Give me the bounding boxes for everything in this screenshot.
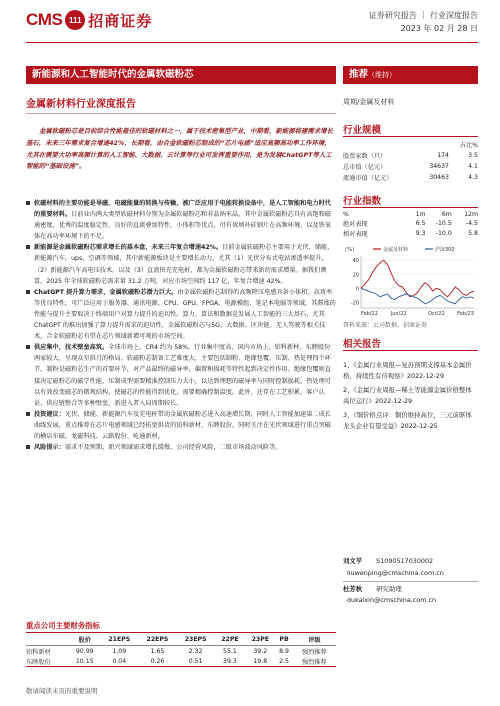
perf-row — [343, 228, 478, 238]
perf-label: 绝对表现 — [343, 220, 368, 228]
chart-unit-label: (%) — [345, 247, 355, 253]
key-points — [26, 198, 336, 453]
perf-value: 6.5 — [415, 219, 426, 227]
analyst-name: 刘文平 — [343, 557, 363, 565]
scale-value: 174 — [437, 152, 449, 159]
scale-pct: 4.1 — [468, 163, 478, 170]
perf-header-cell: 1m — [415, 210, 426, 218]
report-title: 新能源和人工智能时代的金属软磁粉芯 — [26, 66, 336, 84]
industry-index-heading: 行业指数 — [343, 196, 382, 207]
y-tick-label: 20 — [352, 272, 359, 279]
bullet-item — [26, 442, 336, 453]
analyst-id: 研究助理 — [376, 584, 402, 593]
perf-header-cell: 12m — [464, 210, 478, 218]
related-report-item: 1、《金属行业周报—复苏预期支撑基本金属价格，持续性有待观察》2022-12-29 — [343, 361, 472, 380]
bullet-text: 需求不及预期、新兴领域需求增长缓慢，公司经营风险，二级市场波动风险等。 — [64, 444, 282, 452]
financial-table — [26, 634, 336, 666]
scale-col-header: 占比% — [459, 142, 478, 149]
scale-row — [343, 161, 478, 172]
related-report-item: 3、《铜价格点评：铜价维持高位，三元前驱体龙头企业有望受益》2022-12-25 — [343, 411, 472, 430]
scale-pct: 3.5 — [468, 152, 478, 159]
perf-value: -4.5 — [465, 219, 478, 227]
bullet-text: 目前业内两大类型软磁材料分别为金属软磁粉芯和非晶纳米晶，其中金属软磁粉芯具有高饱和磁通密度、优秀的温度稳定性、良好的直流叠加特性、小体积等优点，可有效填补硅钢片在高频环境、以及铁氧体在高功率环境下的不足。 — [34, 211, 331, 241]
industry-scale-table — [343, 139, 478, 183]
industry-index-rule — [343, 207, 478, 208]
fin-table-cell: 2.32 — [188, 647, 203, 655]
fin-table-cell: 0.51 — [188, 657, 203, 665]
fin-header-cell: 股价 — [78, 637, 91, 644]
perf-header — [343, 210, 478, 218]
bullet-lead: 供应集中，技术壁垒高筑。 — [34, 344, 109, 352]
related-report-item: 2、《金属行业周报—稀土等能源金属价格整体高位运行》2022-12-29 — [343, 386, 472, 405]
analyst-email: dukaixin@cmschina.com.cn — [347, 596, 437, 604]
fin-table-cell: 2.5 — [279, 657, 289, 665]
fin-table-cell: 90.99 — [75, 647, 94, 655]
bullet-item — [26, 342, 336, 409]
series-line — [361, 260, 474, 297]
scale-label: 总市值（亿元） — [343, 164, 387, 171]
summary-paragraph: 金属软磁粉芯是目前综合性能最佳的软磁材料之一，属于技术密集型产业，中期看，新能源将建需求增长基石，未来三年需求复合增速42%，长期看，由合金软磁粉芯制成的“芯片电感”适应高频高功率工作环境，尤其在需要大功率高频计算的人工智能、大数据、云计算等行业可发挥重要作用，是为发展ChatGPT等人工智能的“基础设施”。 — [26, 127, 333, 171]
legend-label: 沪深300 — [435, 247, 455, 253]
fin-table-cell: 8.9 — [279, 647, 289, 655]
index-chart-svg — [343, 244, 478, 320]
fin-table-cell: 1.09 — [112, 647, 127, 655]
y-tick-label: -20 — [350, 300, 359, 307]
fin-table-cell: 强烈推荐 — [301, 648, 327, 656]
header-meta — [369, 9, 478, 35]
scale-row — [343, 150, 478, 161]
fin-header-cell — [26, 634, 69, 646]
logo-latin: CMS — [26, 10, 63, 29]
report-date: 2023 年 02 月 28 日 — [400, 24, 478, 33]
bullet-item — [26, 287, 336, 342]
subtitle-divider — [26, 113, 336, 114]
x-tick-label: Oct/22 — [427, 311, 445, 317]
scale-value: 34637 — [429, 163, 449, 170]
performance-table — [343, 210, 478, 238]
legend-label: 金属及材料 — [383, 247, 409, 253]
bullet-item — [26, 409, 336, 442]
footer-note: 敬请阅读末页的重要说明 — [26, 687, 98, 695]
fin-table-rule-bottom — [26, 666, 336, 667]
report-type: 证券研究报告 ｜ 行业深度报告 — [368, 11, 478, 20]
analyst-row — [343, 556, 478, 568]
related-reports-rule — [343, 350, 478, 351]
bullet-text: 全球市场上，CR4 约为 58%，行业集中度高，国内市场上，铂科新材、东睦股份两家较大，呈现众星拱月的格局。软磁粉芯制备工艺难度大，主要包括制粉、绝缘包覆、压制、热处理四个环节，制粉是磁粉芯生产的首要环节，对产品最终的磁导率、偏置和损耗等特性起到决定性作用。绝缘包覆则直接决定磁粉芯的磁学性能。压制成型需要精准控制压力大小，以达到理想的磁导率与同时控制损耗。热处理可以有效改变磁芯的微观结构，使磁芯的性能得到优化，需要精确控制温度。此外，还存在工艺积累、客户认证、供应链整合等多种壁垒，新进入者入局周期较长。 — [34, 344, 331, 407]
x-tick-label: Jun/22 — [390, 311, 407, 317]
y-tick-label: 40 — [352, 258, 359, 265]
x-tick-label: Feb/23 — [457, 311, 474, 317]
bullet-lead: ChatGPT 提升算力需求，金属软磁粉芯潜力巨大。 — [34, 288, 178, 296]
industry-scale-rule — [343, 136, 478, 137]
bullet-lead: 软磁材料的主要功能是导磁、电磁能量的转换与传输，被广泛应用于电能转换设备中，是人工智能和电力时代的重要材料。 — [34, 200, 331, 219]
rating-label: 推荐 — [349, 69, 369, 80]
index-chart — [343, 244, 478, 320]
fin-header-cell: 21EPS — [108, 636, 131, 643]
fin-table-title: 重点公司主要财务指标 — [26, 621, 100, 630]
rating-sub: （维持） — [368, 71, 397, 79]
bullet-item — [26, 242, 336, 286]
perf-value: 9.3 — [415, 229, 426, 237]
report-subtitle: 金属新材料行业深度报告 — [26, 99, 136, 110]
perf-label: 相对表现 — [343, 230, 368, 238]
fin-table-row — [26, 656, 336, 666]
cms-logo — [26, 8, 152, 32]
logo-seal-icon: 111 — [65, 10, 85, 30]
scale-label: 流通市值（亿元） — [343, 175, 393, 182]
perf-row — [343, 218, 478, 228]
fin-header-cell: 23PE — [251, 636, 269, 643]
perf-header-cell: % — [343, 210, 349, 218]
analyst-row — [343, 584, 478, 596]
fin-table-cell: 铂科新材 — [26, 648, 51, 656]
industry-scale-heading: 行业规模 — [343, 125, 382, 136]
y-tick-label: 0 — [355, 286, 359, 293]
fin-table-cell: 东睦股份 — [26, 658, 51, 666]
fin-table-cell: 1.65 — [150, 647, 165, 655]
fin-header-cell: PB — [279, 636, 289, 643]
scale-value: 30463 — [429, 174, 449, 181]
perf-header-cell: 6m — [441, 210, 452, 218]
fin-header-cell: 22EPS — [146, 636, 169, 643]
x-tick-label: Feb/22 — [361, 311, 378, 317]
fin-table-cell: 19.8 — [253, 657, 268, 665]
fin-table-cell: 强烈推荐 — [301, 658, 327, 666]
related-reports-heading: 相关报告 — [343, 339, 382, 350]
scale-pct: 4.3 — [468, 174, 478, 181]
perf-value: -10.5 — [435, 219, 452, 227]
fin-table-cell: 55.1 — [223, 647, 237, 655]
fin-header-cell: 22PE — [221, 636, 239, 643]
fin-header-cell: 23EPS — [184, 636, 207, 643]
fin-table-cell: 10.15 — [75, 657, 94, 665]
bullet-text: 目前金属软磁粉芯主要用于光伏、储能、新能源汽车、ups、空调等领域，其中新能源板块是主要增长动力，尤其（1）光伏分布式电站渗透率提升，（2）新能源汽车高电压技术，以及（3）直流快充充电桩，都为金属软磁粉芯带来新的需求增量。据我们测算，2025 年全球软磁粉芯需求量 31.2 万吨，对应市场空间约 117 亿，年复合增速 42%。 — [34, 244, 334, 285]
analyst-email: liuwenping@cmschina.com.cn — [347, 568, 444, 577]
bullet-lead: 新能源是金属软磁粉芯需求增长的基本盘，未来三年复合增速42%。 — [34, 244, 223, 252]
scale-row — [343, 172, 478, 183]
bullet-lead: 投资建议： — [34, 410, 65, 418]
fin-table-cell: 39.3 — [223, 657, 237, 665]
analyst-name: 杜芳秋 — [343, 584, 363, 593]
fin-table-cell: 0.26 — [150, 657, 165, 665]
fin-table-cell: 0.04 — [112, 657, 127, 665]
industry-category: 周期/金属及材料 — [343, 98, 395, 106]
perf-value: 5.8 — [468, 229, 478, 237]
header-divider — [26, 42, 478, 43]
fin-table-rule-top — [26, 632, 336, 633]
related-reports-list — [343, 360, 478, 436]
fin-table-cell: 39.2 — [253, 647, 268, 655]
rating-bar — [343, 66, 478, 84]
page-header — [0, 0, 500, 40]
bullet-text: 光伏、储能、新能源汽车及充电桩带动金属软磁粉芯进入高速增长期，同时人工智能加速第二成长曲线发展，重点推荐在芯片电感领域已经拓宽供货的铂科新材，东睦股份，同时关注在光伏领域进行重点突破的横店东磁、龙磁科技、云路股份、屹通新材。 — [34, 410, 331, 440]
analyst-separator — [343, 581, 478, 582]
series-line — [361, 288, 474, 304]
bullet-item — [26, 198, 336, 242]
chart-source: 资料来源：公司数据、招商证券 — [343, 322, 428, 329]
bullet-lead: 风险提示： — [34, 444, 65, 452]
scale-label: 股票家数（只） — [343, 153, 387, 160]
fin-table-header — [26, 634, 336, 646]
fin-header-cell: 评级 — [308, 637, 321, 644]
analyst-id: S1090517030002 — [376, 557, 434, 565]
analyst-contacts — [343, 556, 478, 607]
fin-table-row — [26, 646, 336, 657]
logo-chinese: 招商证券 — [88, 11, 153, 30]
perf-value: -10.0 — [435, 229, 452, 237]
bullet-text: 由金属软磁粉芯制得的高频降压电感具备小体积、高效率等优良特性，可广泛应用于服务器、通讯电源、CPU、GPU、FPGA、电源模组、笔记本电脑等领域，其滞涨的性能与提升主要取决于终端用户对算力提升的迫切性。算力、算法和数据是发展人工智能的三大基石，尤其ChatGPT 的推出加强了算力提升需求的迫切性，金属软磁粉芯与5G、大数据、区块链、无人驾驶等相关技术，合金软磁粉芯有望在芯片领域新增可观的市场空间。 — [34, 288, 336, 341]
